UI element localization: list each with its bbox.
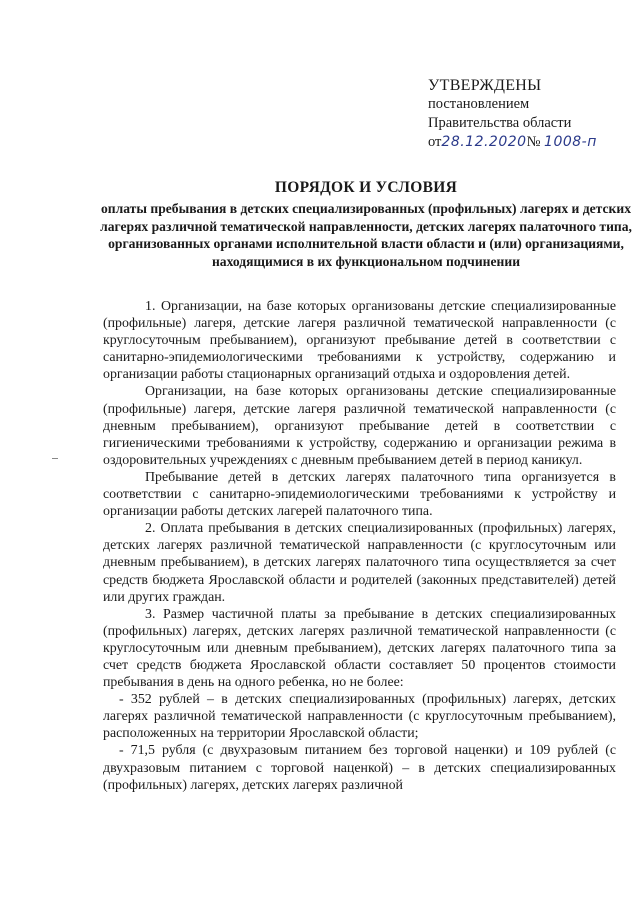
approval-line-government: Правительства области xyxy=(428,115,572,131)
document-title: ПОРЯДОК И УСЛОВИЯ xyxy=(274,179,458,196)
paragraph-1: 1. Организации, на базе которых организованы детские специализированные (профильные) лагеря, детские лагеря различной тематической направленности (с круглосуточным пребыванием), организуют пребывание детей в соответствии с санитарно-эпидемиологическими требованиями к устройству, содержанию и организации работы стационарных организаций отдыха и оздоровления детей. xyxy=(103,299,616,383)
approval-block xyxy=(428,76,628,152)
approval-line-resolution: постановлением xyxy=(428,96,530,112)
list-item-2: - 71,5 рубля (с двухразовым питанием без торговой наценки) и 109 рублей (с двухразовым питанием с торговой наценкой) – в детских специализированных (профильных) лагерях, детских лагерях различной xyxy=(103,743,616,793)
number-prefix: № xyxy=(526,134,541,150)
document-heading xyxy=(96,178,636,270)
paragraph-2: Организации, на базе которых организованы детские специализированные (профильные) лагеря, детские лагеря различной тематической направленности (с дневным пребыванием), организуют пребывание детей в соответствии с гигиеническими требованиями к устройству, содержанию и организации режима в оздоровительных учреждениях с дневным пребыванием детей в период каникул. xyxy=(103,384,616,468)
approval-title: УТВЕРЖДЕНЫ xyxy=(428,77,542,94)
paragraph-4: 2. Оплата пребывания в детских специализированных (профильных) лагерях, детских лагерях различной тематической направленности (с круглосуточным или дневным пребыванием), в детских лагерях палаточного типа осуществляется за счет средств бюджета Ярославской области и родителей (законных представителей) детей или других граждан. xyxy=(103,521,616,605)
document-body xyxy=(103,298,616,794)
handwritten-date: 28.12.2020 xyxy=(441,134,527,150)
handwritten-number: 1008-п xyxy=(544,134,597,150)
paragraph-3: Пребывание детей в детских лагерях палаточного типа организуется в соответствии с санитарно-эпидемиологическими требованиями к устройству и организации работы детских лагерей палаточного типа. xyxy=(103,469,616,520)
list-item-1: - 352 рублей – в детских специализированных (профильных) лагерях, детских лагерях различной тематической направленности (с круглосуточным пребыванием), расположенных на территории Ярославской области; xyxy=(103,692,616,742)
document-subtitle: оплаты пребывания в детских специализированных (профильных) лагерях и детских лагерях различной тематической направленности, детских лагерях палаточного типа, организованных органами исполнительной власти области и (или) организациями, находящимися в их функциональном подчинении xyxy=(100,201,632,269)
paragraph-5: 3. Размер частичной платы за пребывание в детских специализированных (профильных) лагерях, детских лагерях различной тематической направленности (с круглосуточным или дневным пребыванием), детских лагерях палаточного типа за счет средств бюджета Ярославской области составляет 50 процентов стоимости пребывания в день на одного ребенка, но не более: xyxy=(103,606,616,691)
approval-date-line xyxy=(428,133,628,152)
margin-mark xyxy=(52,458,58,459)
date-prefix: от xyxy=(428,134,442,150)
